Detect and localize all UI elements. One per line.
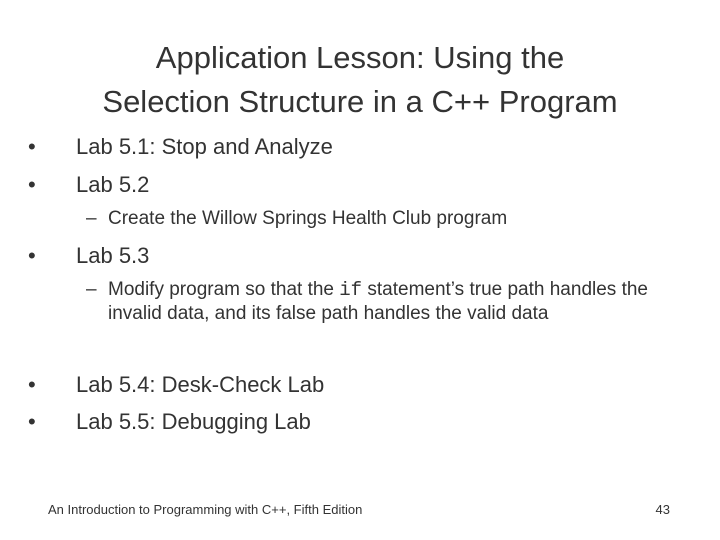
dash-icon: – — [86, 208, 97, 229]
bullet-icon: • — [28, 409, 36, 434]
sub-text-before-code: Modify program so that the — [108, 279, 334, 300]
footer-page-number: 43 — [655, 502, 670, 517]
bullet-icon: • — [28, 134, 36, 159]
bullet-text: Lab 5.1: Stop and Analyze — [76, 134, 333, 159]
slide-title-line-1: Application Lesson: Using the — [155, 40, 565, 75]
bullet-item-lab-5-3 — [28, 243, 149, 269]
bullet-icon: • — [28, 172, 36, 197]
bullet-item-lab-5-2 — [28, 172, 149, 198]
sub-item-lab-5-2 — [86, 207, 668, 231]
bullet-item-lab-5-1 — [28, 134, 333, 160]
bullet-icon: • — [28, 243, 36, 268]
code-keyword-if: if — [339, 279, 363, 301]
sub-item-text: Create the Willow Springs Health Club program — [108, 208, 508, 229]
bullet-text: Lab 5.5: Debugging Lab — [76, 409, 311, 434]
bullet-text: Lab 5.2 — [76, 172, 150, 197]
sub-item-lab-5-3 — [86, 278, 668, 326]
dash-icon: – — [86, 279, 97, 300]
bullet-item-lab-5-5 — [28, 409, 311, 435]
sub-item-text — [86, 278, 668, 326]
sub-text-after-code: statement’s true path handles the invalid data, and its false path handles the valid data — [108, 279, 648, 324]
bullet-text: Lab 5.4: Desk-Check Lab — [76, 372, 325, 397]
slide-title — [0, 36, 720, 124]
bullet-item-lab-5-4 — [28, 372, 324, 398]
bullet-text: Lab 5.3 — [76, 243, 150, 268]
bullet-icon: • — [28, 372, 36, 397]
slide-title-line-2: Selection Structure in a C++ Program — [102, 84, 618, 119]
footer-book-title: An Introduction to Programming with C++, Fifth Edition — [48, 502, 363, 517]
